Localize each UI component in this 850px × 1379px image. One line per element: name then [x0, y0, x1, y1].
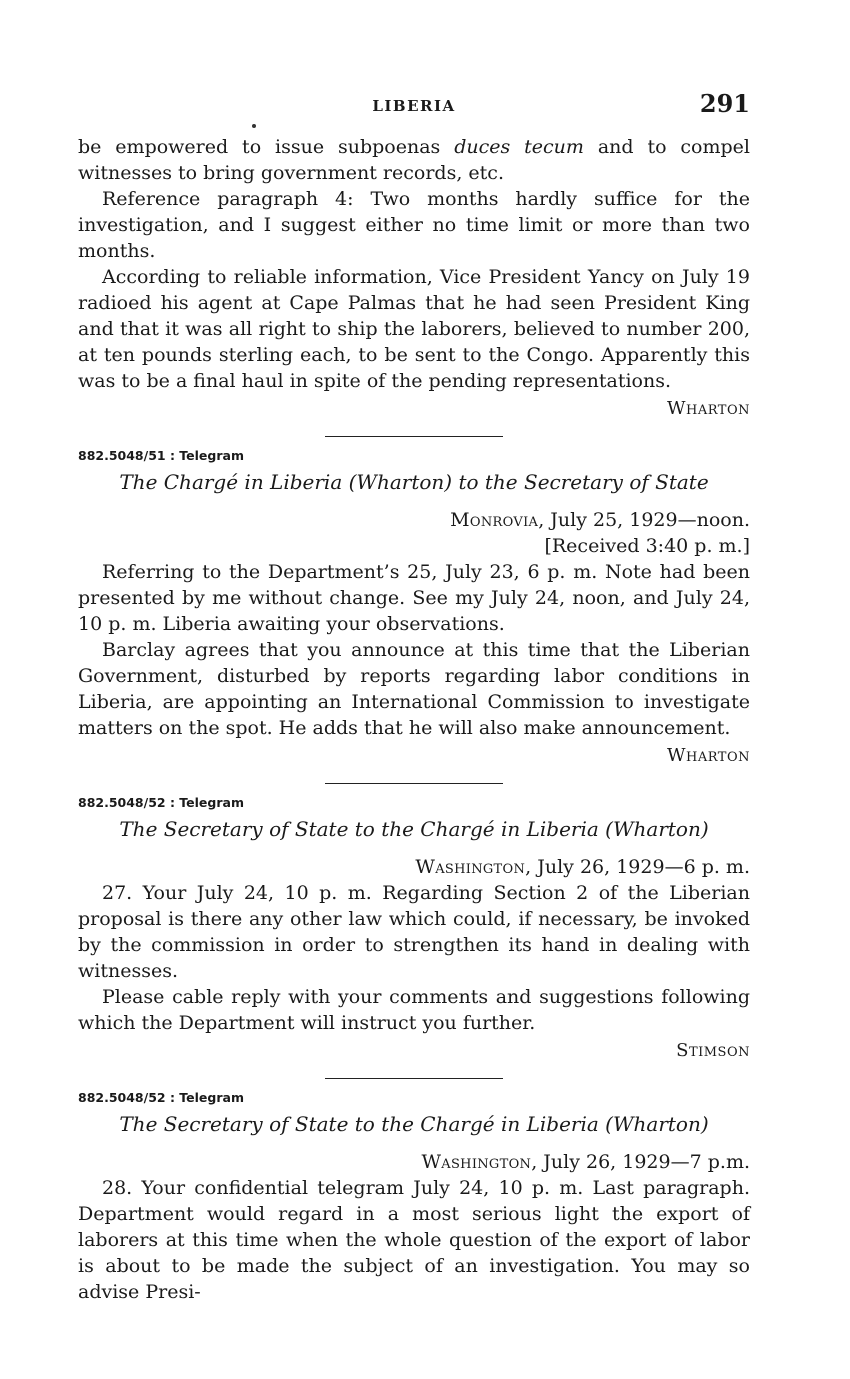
running-head — [78, 89, 750, 123]
dateline-date: , July 25, 1929—noon. — [538, 509, 750, 531]
paragraph: Reference paragraph 4: Two months hardly suffice for the investigation, and I suggest either no time limit or more than two months. — [78, 188, 750, 262]
print-speck — [252, 124, 256, 128]
paragraph: 27. Your July 24, 10 p. m. Regarding Section 2 of the Liberian proposal is there any other law which could, if necessary, be invoked by the commission in order to strengthen its hand in dealing with witnesses. — [78, 882, 750, 982]
page-body — [78, 134, 750, 1305]
document-heading: The Secretary of State to the Chargé in Liberia (Wharton) — [119, 817, 709, 841]
signature: Wharton — [667, 745, 750, 766]
dateline — [78, 854, 750, 880]
paragraph: According to reliable information, Vice President Yancy on July 19 radioed his agent at Cape Palmas that he had seen President King and that it was all right to ship the laborers, believed to number 200, at ten pounds sterling each, to be sent to the Congo. Apparently this was to be a final haul in spite of the pending representations. — [78, 266, 750, 392]
section-divider — [325, 436, 503, 437]
paragraph: 28. Your confidential telegram July 24, 10 p. m. Last paragraph. Department would regard in a most serious light the export of laborers at this time when the whole question of the export of labor is about to be made the subject of an investigation. You may so advise Presi- — [78, 1177, 750, 1303]
section-divider — [325, 783, 503, 784]
paragraph: Referring to the Department’s 25, July 23, 6 p. m. Note had been presented by me without change. See my July 24, noon, and July 24, 10 p. m. Liberia awaiting your observations. — [78, 561, 750, 635]
dateline-place: Monrovia — [450, 509, 539, 531]
document-heading: The Chargé in Liberia (Wharton) to the Secretary of State — [119, 470, 709, 494]
file-number: 882.5048/52 : Telegram — [78, 795, 244, 810]
file-number: 882.5048/52 : Telegram — [78, 1090, 244, 1105]
dateline-date: , July 26, 1929—6 p. m. — [525, 856, 750, 878]
paragraph-continued: be empowered to issue subpoenas duces tecum and to compel witnesses to bring government records, etc. — [78, 136, 750, 184]
dateline — [78, 507, 750, 533]
page-number: 291 — [699, 89, 750, 118]
dateline-place: Washington — [421, 1151, 532, 1173]
dateline-date: , July 26, 1929—7 p.m. — [531, 1151, 750, 1173]
dateline — [78, 1149, 750, 1175]
dateline-place: Washington — [415, 856, 526, 878]
running-title: LIBERIA — [372, 97, 456, 115]
signature: Wharton — [667, 398, 750, 419]
section-divider — [325, 1078, 503, 1079]
received-note: [Received 3:40 p. m.] — [544, 535, 750, 557]
signature: Stimson — [676, 1040, 750, 1061]
document-heading: The Secretary of State to the Chargé in Liberia (Wharton) — [119, 1112, 709, 1136]
file-number: 882.5048/51 : Telegram — [78, 448, 244, 463]
paragraph: Barclay agrees that you announce at this time that the Liberian Government, disturbed by reports regarding labor conditions in Liberia, are appointing an International Commission to investigate matters on the spot. He adds that he will also make announcement. — [78, 639, 750, 739]
paragraph: Please cable reply with your comments and suggestions following which the Department will instruct you further. — [78, 986, 750, 1034]
